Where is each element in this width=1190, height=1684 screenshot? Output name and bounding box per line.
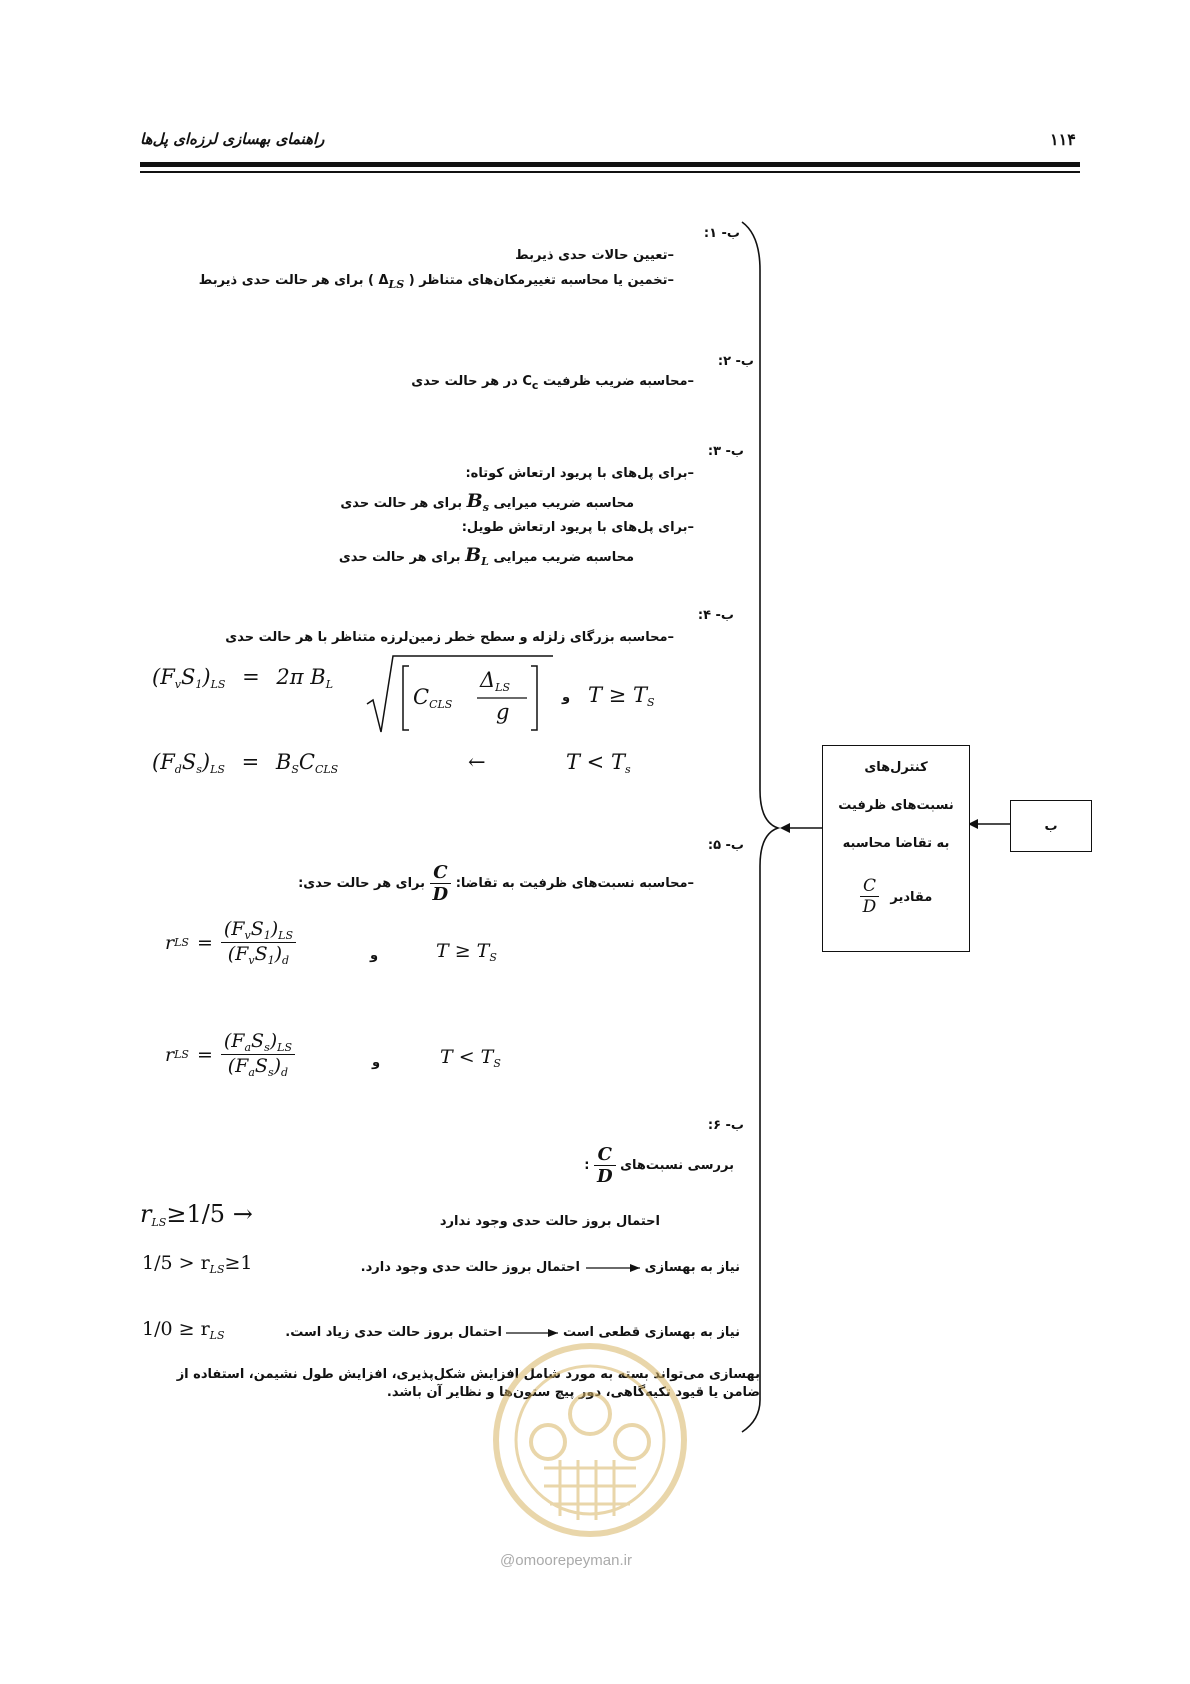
sec4-eq2-cond: $T < T_s$ [566, 750, 631, 776]
sec6-r1-text: احتمال بروز حالت حدی وجود ندارد [439, 1214, 660, 1229]
sec4-eq2: $(F_dS_s)_{LS} = B_SC_{CLS}$ [152, 750, 339, 776]
control-last-word: مقادیر [890, 890, 933, 905]
sec5-eq2-cond: $T < T_S$ [440, 1046, 501, 1070]
sec1-line2: –تخمین یا محاسبه تغییرمکان‌های متناظر ( $\Delta_{LS}$ ) برای هر حالت حدی ذیربط [198, 273, 674, 291]
control-line-2: نسبت‌های ظرفیت [838, 798, 954, 813]
sec3-label: ب- ۳: [707, 444, 744, 459]
sec4-eq1: $(F_vS_1)_{LS} = 2\pi$ $B_L$ [152, 665, 333, 691]
control-frac: $\frac{C}{D}$ [860, 876, 880, 917]
sec3-line2: محاسبه ضریب میرایی $B_s$ برای هر حالت حدی [340, 490, 634, 514]
sec6-r3-math: $1/0 \ge r_{LS}$ [142, 1318, 225, 1342]
sec4-eq1-cond: $T \ge T_S$ [588, 683, 655, 709]
sec2-label: ب- ۲: [717, 354, 754, 369]
sec5-label: ب- ۵: [707, 838, 744, 853]
sec4-label: ب- ۴: [697, 608, 734, 623]
sec3-line3: –برای پل‌های با پریود ارتعاش طویل: [461, 520, 694, 535]
sec4-eq1-frac-den: g [496, 700, 510, 724]
sec5-eq1: r LS = $\frac{(F_vS_1)_{LS}}{(F_vS_1)_d}$ [165, 918, 296, 967]
sec5-eq2: r LS = $\frac{(F_aS_s)_{LS}}{(F_aS_s)_d}$ [165, 1030, 295, 1079]
running-title: راهنمای بهسازی لرزه‌ای پل‌ها [140, 130, 325, 148]
sec4-eq2-arrow: ← [468, 750, 486, 774]
control-line-1: کنترل‌های [864, 760, 928, 775]
sec5-eq2-and: و [372, 1055, 381, 1070]
box-control [822, 745, 970, 952]
sec6-r2-text-b: احتمال بروز حالت حدی وجود دارد. [360, 1260, 580, 1275]
watermark-url: @omoorepeyman.ir [500, 1552, 632, 1569]
sec5-eq1-cond: $T \ge T_S$ [436, 940, 497, 964]
box-b [1010, 800, 1092, 852]
sec3-line4: محاسبه ضریب میرایی $B_L$ برای هر حالت حدی [338, 544, 634, 568]
sec4-eq1-and: و [562, 690, 571, 705]
sec4-eq1-c: $C_{CLS}$ [413, 685, 453, 711]
sec6-r2-text-a: نیاز به بهسازی [644, 1260, 740, 1275]
watermark-seal [490, 1340, 690, 1540]
sec6-r1-math: $r_{LS}\ge 1/5$ → [140, 1200, 253, 1229]
box-b-label: ب [1044, 818, 1058, 834]
sec4-eq1-frac-num: $\Delta_{LS}$ [480, 668, 511, 694]
sec6-note: بهسازی می‌تواند بسته به مورد شامل افزایش شکل‌پذیری، افزایش طول نشیمن، استفاده از ضامن یا قیود تکیه‌گاهی، دور پیچ ستون‌ها و نظایر آن باشد. [176, 1367, 760, 1400]
sec5-line1: –محاسبه نسبت‌های ظرفیت به تقاضا: $\frac{C}{D}$ برای هر حالت حدی: [298, 862, 694, 905]
control-line-3: به تقاضا محاسبه [842, 836, 950, 851]
sec4-line1: –محاسبه بزرگای زلزله و سطح خطر زمین‌لرزه متناظر با هر حالت حدی [225, 630, 674, 645]
sec6-r3-text-b: احتمال بروز حالت حدی زیاد است. [285, 1325, 502, 1340]
sec1-label: ب- ۱: [703, 226, 740, 241]
page-number: ۱۱۴ [1050, 130, 1076, 149]
sec6-r3-text-a: نیاز به بهسازی قطعی است [562, 1325, 740, 1340]
sec5-eq1-and: و [370, 948, 379, 963]
sec2-line1: –محاسبه ضریب ظرفیت $C_c$ در هر حالت حدی [411, 374, 694, 392]
sec6-r2-math: $1/5 > r_{LS}\ge 1$ [142, 1252, 253, 1276]
sec3-line1: –برای پل‌های با پریود ارتعاش کوتاه: [465, 466, 694, 481]
at-icon: @ [500, 1552, 516, 1569]
sec1-line1: –تعیین حالات حدی ذیربط [515, 248, 674, 263]
sec6-line1: بررسی نسبت‌های $\frac{C}{D}$ : [584, 1144, 734, 1187]
sec6-label: ب- ۶: [707, 1118, 744, 1133]
sec4-eq1-radical [365, 652, 555, 742]
